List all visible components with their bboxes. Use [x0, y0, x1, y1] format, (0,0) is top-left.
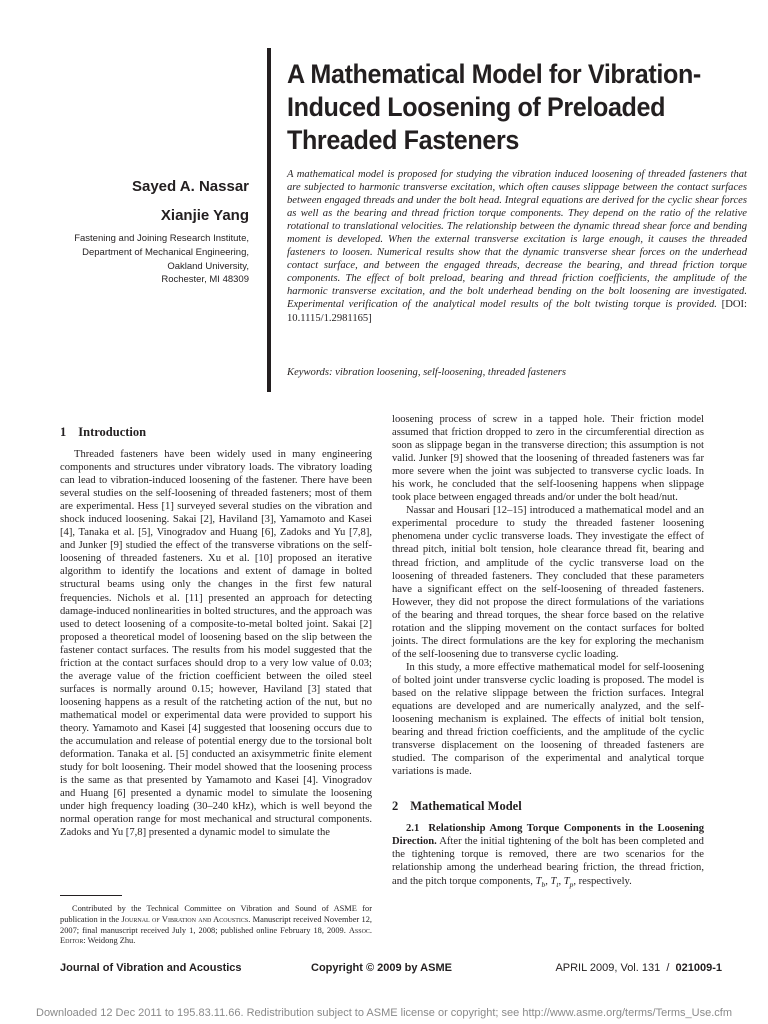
math-subscript: t [556, 879, 559, 889]
page-footer [60, 962, 722, 978]
subsection-tail: , respectively. [573, 875, 632, 887]
title-vertical-rule [267, 48, 271, 392]
affiliation [74, 232, 249, 287]
footer-page-number: 021009-1 [675, 962, 722, 974]
download-notice: Downloaded 12 Dec 2011 to 195.83.11.66. Redistribution subject to ASME license or copyright; see http://www.asme.org/terms/Terms_Use.cfm [36, 1007, 732, 1019]
section-number: 1 [60, 425, 67, 439]
math-symbol: T [550, 875, 557, 887]
section-number: 2 [392, 799, 399, 814]
math-symbol: T [535, 875, 542, 887]
footnote-text: Contributed by the Technical Committee on Vibration and Sound of ASME for publication in the [60, 904, 372, 924]
doi: [DOI: 10.1115/1.2981165] [287, 299, 747, 324]
math-subscript: b [541, 879, 546, 889]
section-heading [60, 424, 372, 440]
author-list [132, 172, 249, 230]
footnote-assoc: Assoc. Editor [60, 925, 372, 946]
math-subscript: p [569, 879, 574, 889]
body-paragraph: loosening process of screw in a tapped hole. Their friction model assumed that friction dropped to zero in the circumferential direction as soon as slippage began in the transverse direction; this assumption is not valid. Junker [9] showed that the loosening of threaded fasteners was far more severe when the joint was subjected to transverse cyclic loads. In his work, he concluded that the self-loosening happens when slippage took place between engaged threads and/or under the bolt head/nut. [392, 414, 704, 504]
paper-title: A Mathematical Model for Vibration-Induced Loosening of Preloaded Threaded Fasteners [287, 59, 701, 155]
keywords: Keywords: vibration loosening, self-loosening, threaded fasteners [287, 367, 567, 378]
footnote-rule [60, 895, 122, 896]
author-name: Xianjie Yang [160, 207, 249, 224]
footnote [60, 904, 372, 947]
subsection-title: Relationship Among Torque Components in the Loosening Direction. [392, 823, 705, 848]
subsection-number: 2.1 [406, 823, 420, 835]
footnote-editor: : Weidong Zhu. [83, 936, 136, 946]
abstract-text: A mathematical model is proposed for studying the vibration induced loosening of threaded fasteners that are subjected to harmonic transverse excitation, which often causes slippage between the contact surfaces between engaged threads and under the bolt head. Integral equations are derived for the cyclic shear forces as well as the bearing and thread friction torque components. They depend on the ratio of the relative rotational to translational velocities. The relationship between the dynamic thread shear force and bending moment is developed. When the external transverse excitation is large enough, it causes the threaded fasteners to loosen. Numerical results show that the dynamic transverse shear forces on the underhead contact surface, and between the engaged threads, decrease the bearing, and thread friction torque components. The effect of bolt preload, bearing and thread friction coefficients, the amplitude of the harmonic transverse excitation, and the bolt underhead bending on the bolt loosening are investigated. Experimental verification of the analytical model results of the bolt twisting torque is provided. [287, 169, 747, 311]
body-paragraph: In this study, a more effective mathematical model for self-loosening of bolted joint under transverse cyclic loading is proposed. The model is based on the relative slippage between the friction surfaces. Integral equations are developed and are numerically analyzed, and the self-loosening mechanism is explained. The effects of initial bolt tension, bearing and thread friction coefficients, and the amplitude of the cyclic transverse displacement on the loosening of threaded fasteners are studied. The comparison of the experimental and analytical torque variations is made. [392, 661, 704, 778]
footnote-journal: Journal of Vibration and Acoustics [121, 914, 249, 924]
math-symbol: T [563, 875, 570, 887]
body-paragraph: Nassar and Housari [12–15] introduced a mathematical model and an experimental procedure to study the threaded fastener loosening phenomena under cyclic transverse loads. They investigate the effect of thread pitch, initial bolt tension, hole clearance thread fit, bearing and thread friction, and amplitude of the cyclic transverse load on the loosening of threaded fasteners. They concluded that these parameters have a significant effect on the self-loosening of threaded fasteners. However, they did not propose the direct formulations of the variations of the bearing and thread torques, the shear force based on the relative rotation and the slipping movement on the contact surfaces for bolted joints. The direct formulations are the key for exploring the mechanism of the self-loosening due to transverse cyclic loading. [392, 505, 704, 660]
footer-journal: Journal of Vibration and Acoustics [60, 962, 242, 974]
footer-volume: APRIL 2009, Vol. 131 [555, 962, 661, 974]
footer-issue: APRIL 2009, Vol. 131 / 021009-1 [555, 962, 722, 974]
footnote-text: . Manuscript received November 12, 2007; final manuscript received July 1, 2008; published online February 18, 2009. [60, 914, 373, 935]
right-column [392, 413, 704, 891]
affiliation-line: Department of Mechanical Engineering, [82, 246, 249, 258]
section-title: Mathematical Model [410, 799, 522, 814]
abstract [287, 168, 747, 325]
section-heading [392, 798, 704, 814]
affiliation-line: Oakland University, [167, 260, 249, 272]
subsection-paragraph: 2.1 Relationship Among Torque Components in the Loosening Direction. After the initial tightening of the bolt has been completed and the tightening torque is removed, there are two scenarios for the relationship among the underhead bearing friction, the thread friction, and the pitch torque components, $T_b$, $T_t$, $T_p$, respectively. [392, 823, 705, 889]
intro-paragraph: Threaded fasteners have been widely used in many engineering components and structures under vibratory loads. The vibratory loading can lead to vibration-induced loosening of the fastener. There have been several studies on the self-loosening of threaded fasteners; most of them are experimental. Hess [1] surveyed several studies on the vibration and shock induced loosening. Sakai [2], Haviland [3], Yamamoto and Kasei [4], Tanaka et al. [5], Vinogradov and Huang [6], Zadoks and Yu [7,8], and Junker [9] studied the effect of the transverse vibrations on the self-loosening of threaded fasteners. Xu et al. [10] proposed an iterative algorithm to identify the locations and extent of damage in bolted structural beams using only the changes in the first few natural frequencies. Nichols et al. [11] presented an approach for detecting damage-induced nonlinearities in bolted structures, and the approach was used to detect loosening of a composite-to-metal bolted joint. Sakai [2] proposed a theoretical model of loosening based on the slip between the fastener contact surfaces. The results from his model suggested that the friction at the contact surfaces should drop to a very low value of 0.03; the average value of the friction coefficient between the oiled steel surfaces is normally around 0.15; however, Haviland [3] stated that loosening happens as a result of the ratcheting action of the nut, but no mathematical model or experimental data were provided to support his theory. Yamamoto and Kasei [4] suggested that loosening occurs due to the accumulation and release of potential energy due to the torsional bolt deformation. Tanaka et al. [5] conducted an axisymmetric finite element study for bolt loosening. Their model showed that the loosening process is the same as that presented by Yamamoto and Kasei [4]. Vinogradov and Huang [6] presented a dynamic model to simulate the loosening under high frequency loading (30–240 kHz), which is well beyond the normal operation range for most mechanical and structural components. Zadoks and Yu [7,8] presented a dynamic model to simulate the [60, 449, 372, 839]
left-column [60, 424, 372, 839]
affiliation-line: Rochester, MI 48309 [161, 274, 249, 286]
footer-copyright: Copyright © 2009 by ASME [311, 962, 452, 974]
subsection-text: After the initial tightening of the bolt has been completed and the tightening torque is removed, there are two scenarios for the relationship among the underhead bearing friction, the thread friction, and the pitch torque components, [392, 836, 704, 887]
section-title: Introduction [78, 425, 147, 439]
affiliation-line: Fastening and Joining Research Institute, [74, 233, 249, 244]
author-name: Sayed A. Nassar [131, 178, 249, 195]
